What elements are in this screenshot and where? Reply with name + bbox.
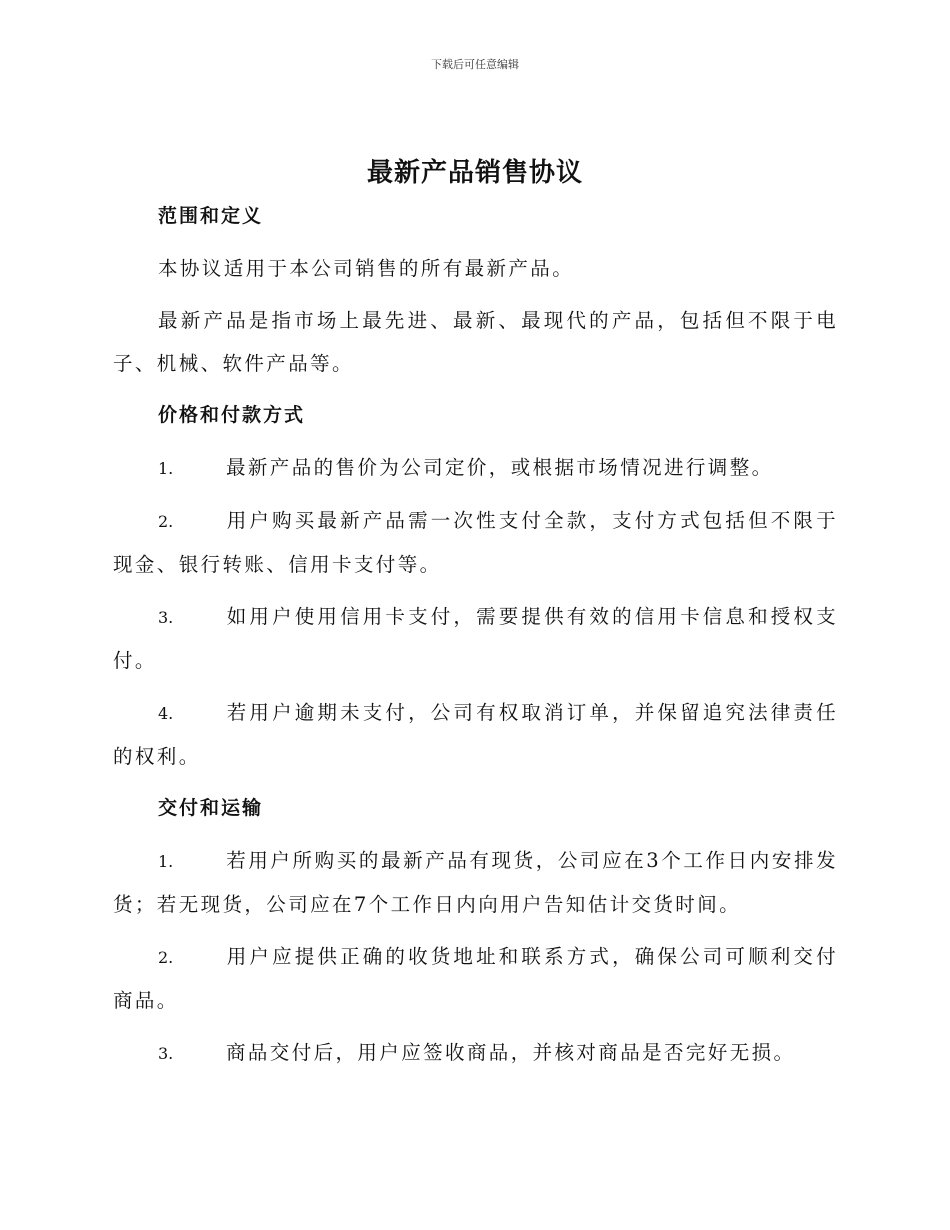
list-item xyxy=(113,935,838,1022)
list-item-text: 若用户逾期未支付，公司有权取消订单，并保留追究法律责任的权利。 xyxy=(113,701,838,768)
section-heading-delivery: 交付和运输 xyxy=(158,797,264,819)
list-item-text: 最新产品的售价为公司定价，或根据市场情况进行调整。 xyxy=(226,456,774,479)
document-title: 最新产品销售协议 xyxy=(366,158,583,188)
list-item-text: 如用户使用信用卡支付，需要提供有效的信用卡信息和授权支付。 xyxy=(113,605,838,672)
paragraph: 本协议适用于本公司销售的所有最新产品。 xyxy=(158,257,575,280)
document-body xyxy=(113,195,838,1075)
section-heading-payment: 价格和付款方式 xyxy=(158,404,306,426)
list-item-number: 3. xyxy=(158,1044,174,1063)
header-note: 下载后可任意编辑 xyxy=(431,58,519,71)
list-item xyxy=(113,595,838,682)
list-item-number: 1. xyxy=(158,459,174,478)
list-item-number: 2. xyxy=(158,512,174,531)
list-item-text: 用户购买最新产品需一次性支付全款，支付方式包括但不限于现金、银行转账、信用卡支付等。 xyxy=(113,509,838,576)
list-item-number: 2. xyxy=(158,948,174,967)
list-item-text: 用户应提供正确的收货地址和联系方式，确保公司可顺利交付商品。 xyxy=(113,945,838,1012)
list-item xyxy=(113,1031,838,1075)
list-item xyxy=(113,446,838,490)
list-item-number: 4. xyxy=(158,704,174,723)
list-item xyxy=(113,691,838,778)
list-item-text: 商品交付后，用户应签收商品，并核对商品是否完好无损。 xyxy=(226,1041,796,1064)
list-item xyxy=(113,839,838,926)
list-item-number: 3. xyxy=(158,608,174,627)
list-item xyxy=(113,499,838,586)
list-item-number: 1. xyxy=(158,852,174,871)
paragraph: 最新产品是指市场上最先进、最新、最现代的产品，包括但不限于电子、机械、软件产品等。 xyxy=(113,309,838,375)
list-item-text: 若用户所购买的最新产品有现货，公司应在3个工作日内安排发货；若无现货，公司应在7个工作日内向用户告知估计交货时间。 xyxy=(113,849,838,916)
section-heading-scope: 范围和定义 xyxy=(158,205,264,227)
